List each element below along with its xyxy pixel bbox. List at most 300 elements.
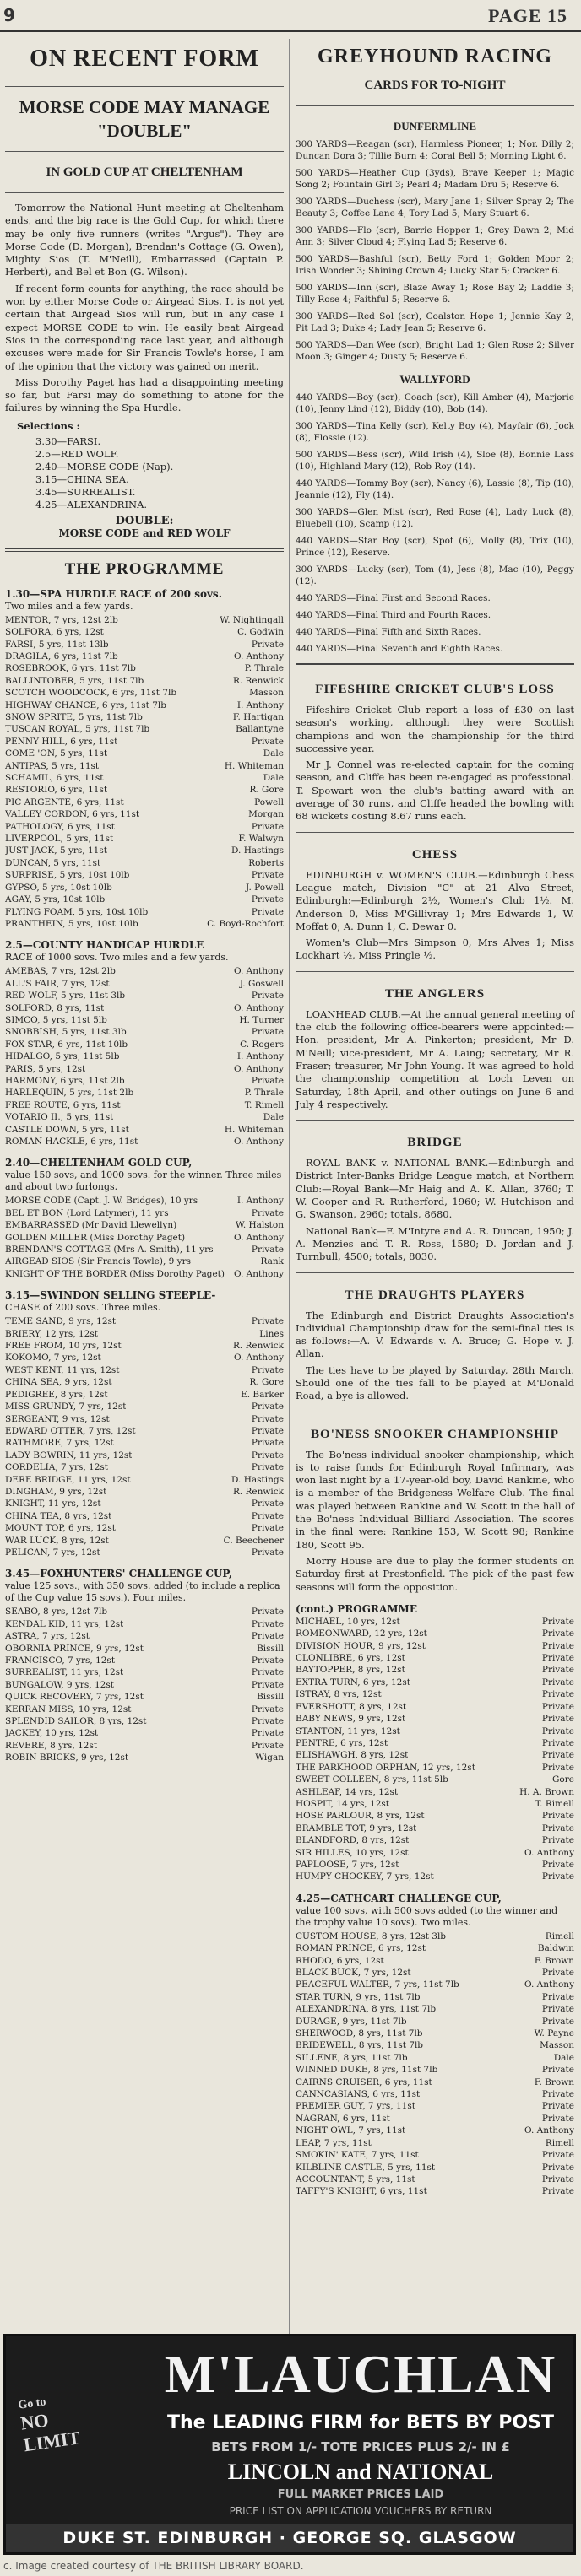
selection-item: 3.30—FARSI.	[35, 435, 101, 447]
runner-horse: CHINA TEA, 8 yrs, 12st	[5, 1510, 112, 1521]
runner-horse: SURREALIST, 11 yrs, 12st	[5, 1667, 124, 1678]
runner-horse: KNIGHT OF THE BORDER (Miss Dorothy Paget)	[5, 1268, 225, 1279]
greyhound-race-line: 500 YARDS—Heather Cup (3yds), Brave Keeper 1; Magic Song 2; Fountain Girl 3; Pearl 4; Madam Dru 5; Reserve 6.	[296, 168, 574, 190]
runner-trainer: Private	[541, 1737, 574, 1748]
runner-row	[296, 1701, 574, 1713]
runner-row	[5, 1606, 284, 1617]
runner-trainer: Private	[541, 1640, 574, 1651]
snooker-headline: BO'NESS SNOOKER CHAMPIONSHIP	[311, 1427, 559, 1441]
runner-row	[5, 1752, 284, 1763]
runner-row	[5, 1256, 284, 1267]
runner-row	[296, 1834, 574, 1846]
runner-row	[5, 626, 284, 638]
runner-row	[5, 1437, 284, 1449]
divider	[5, 86, 284, 87]
runner-trainer: F. Brown	[534, 1955, 574, 1966]
runner-trainer: O. Anthony	[233, 1232, 284, 1243]
runner-row	[296, 1688, 574, 1700]
runner-trainer: Private	[541, 1859, 574, 1870]
chess-paragraph: EDINBURGH v. WOMEN'S CLUB.—Edinburgh Chess League match, Division "C" at 21 Alva Street, Edinburgh:—Edinburgh 2½, Women's Club 1½. M. Anderson 0, Miss M'Gillivray 1; Mrs Edwards 1, W. Moffat 0; A. Dunn 1, C. Dewar 0.	[296, 868, 574, 932]
runner-horse: LADY BOWRIN, 11 yrs, 12st	[5, 1450, 133, 1461]
runner-row	[5, 1691, 284, 1703]
race-heading: 2.40—CHELTENHAM GOLD CUP,	[5, 1157, 193, 1169]
runner-trainer: Private	[251, 1075, 284, 1086]
runner-horse: TUSCAN ROYAL, 5 yrs, 11st 7lb	[5, 724, 150, 735]
runner-trainer: Private	[541, 1991, 574, 2002]
ad-tag-line: NO	[19, 2409, 50, 2434]
double-text: MORSE CODE and RED WOLF	[58, 527, 231, 539]
runner-row	[296, 2125, 574, 2136]
runner-horse: SCOTCH WOODCOCK, 6 yrs, 11st 7lb	[5, 688, 177, 699]
runner-row	[5, 1340, 284, 1352]
runner-trainer: Private	[251, 821, 284, 832]
runner-row	[5, 699, 284, 711]
runner-trainer: F. Brown	[534, 2076, 574, 2087]
runner-row	[5, 797, 284, 808]
runner-horse: EMBARRASSED (Mr David Llewellyn)	[5, 1220, 177, 1231]
runner-trainer: J. Goswell	[239, 978, 284, 989]
runner-trainer: W. Halston	[235, 1220, 284, 1231]
runner-horse: BLANDFORD, 8 yrs, 12st	[296, 1835, 410, 1846]
bridge-headline: BRIDGE	[407, 1136, 463, 1150]
runner-trainer: F. Hartigan	[232, 712, 284, 722]
runner-trainer: Private	[251, 1667, 284, 1678]
runner-trainer: Private	[251, 1413, 284, 1424]
ad-tag	[18, 2392, 82, 2457]
runner-row	[5, 845, 284, 856]
programme-title: THE PROGRAMME	[64, 559, 225, 578]
runner-trainer: Private	[251, 1716, 284, 1727]
runner-trainer: Private	[541, 1701, 574, 1712]
cricket-paragraph: Mr J. Connel was re-elected captain for the coming season, and Cliffe has been re-engaged as professional. T. Spowart won the club's batting award with an average of 30 runs, and Cliffe headed the bowling with 68 wickets costing 8.67 runs each.	[296, 759, 574, 823]
runner-trainer: O. Anthony	[233, 966, 284, 977]
runner-trainer: I. Anthony	[236, 699, 284, 710]
runner-horse: TAFFY'S KNIGHT, 6 yrs, 11st	[296, 2186, 427, 2197]
runner-trainer: Private	[541, 1811, 574, 1822]
runner-row	[5, 1740, 284, 1752]
runner-trainer: Private	[251, 1655, 284, 1666]
runner-row	[5, 1039, 284, 1050]
race-conditions: value 150 sovs, and 1000 sovs. for the winner. Three miles and about two furlongs.	[5, 1169, 282, 1193]
runner-trainer: Private	[541, 2174, 574, 2184]
runner-horse: KILBLINE CASTLE, 5 yrs, 11st	[296, 2162, 436, 2173]
runner-row	[5, 918, 284, 930]
runner-horse: SNOBBISH, 5 yrs, 11st 3lb	[5, 1027, 127, 1038]
runner-row	[296, 1979, 574, 1990]
runner-horse: SILLENE, 8 yrs, 11st 7lb	[296, 2052, 408, 2063]
divider	[5, 151, 284, 152]
runner-horse: PELICAN, 7 yrs, 12st	[5, 1547, 100, 1558]
runner-trainer: Private	[541, 2016, 574, 2027]
runner-horse: BRIERY, 12 yrs, 12st	[5, 1328, 98, 1339]
runner-horse: BALLINTOBER, 5 yrs, 11st 7lb	[5, 675, 144, 686]
runner-row	[296, 1652, 574, 1664]
runner-row	[5, 748, 284, 759]
runner-horse: SWEET COLLEEN, 8 yrs, 11st 5lb	[296, 1774, 448, 1785]
runner-row	[296, 2185, 574, 2197]
runner-trainer: W. Payne	[534, 2028, 574, 2039]
runner-trainer: R. Gore	[249, 785, 284, 796]
runner-row	[5, 1547, 284, 1558]
runner-row	[5, 639, 284, 651]
draughts-paragraph: The ties have to be played by Saturday, 28th March. Should one of the ties fall to be played at M'Donald Road, a bye is allowed.	[296, 1364, 574, 1402]
runner-row	[5, 1618, 284, 1630]
runner-trainer: Gore	[552, 1774, 574, 1785]
runner-row	[296, 1810, 574, 1822]
runner-horse: FLYING FOAM, 5 yrs, 10st 10lb	[5, 906, 149, 917]
runner-trainer: Private	[541, 1677, 574, 1688]
runner-row	[296, 1749, 574, 1761]
runner-horse: STANTON, 11 yrs, 12st	[296, 1725, 400, 1736]
runner-row	[5, 711, 284, 723]
runner-row	[5, 1498, 284, 1509]
runner-horse: PRANTHEIN, 5 yrs, 10st 10lb	[5, 918, 138, 929]
runner-row	[5, 1425, 284, 1437]
runner-trainer: Private	[541, 1725, 574, 1736]
runner-horse: MENTOR, 7 yrs, 12st 2lb	[5, 614, 118, 625]
runner-trainer: F. Walwyn	[238, 834, 284, 845]
ad-tag-line: Go to	[17, 2395, 47, 2412]
runner-horse: RESTORIO, 6 yrs, 11st	[5, 785, 108, 796]
runner-horse: SURPRISE, 5 yrs, 10st 10lb	[5, 870, 130, 881]
runner-horse: BRAMBLE TOT, 9 yrs, 12st	[296, 1823, 417, 1833]
runner-trainer: Private	[251, 1401, 284, 1412]
runner-trainer: Private	[541, 1968, 574, 1978]
runner-trainer: Rimell	[545, 1931, 574, 1941]
runner-trainer: O. Anthony	[524, 2125, 574, 2136]
runner-trainer: Private	[541, 2186, 574, 2197]
selection-item: 3.45—SURREALIST.	[35, 485, 136, 498]
image-credit: c. Image created courtesy of THE BRITISH LIBRARY BOARD.	[3, 2560, 304, 2572]
race-programme-continued	[296, 1602, 574, 2198]
runner-row	[5, 772, 284, 784]
runner-horse: REVERE, 8 yrs, 12st	[5, 1740, 98, 1751]
greyhound-race-line: 500 YARDS—Bess (scr), Wild Irish (4), Sloe (8), Bonnie Lass (10), Highland Mary (12), Rob Roy (14).	[296, 450, 574, 472]
anglers-paragraph: LOANHEAD CLUB.—At the annual general meeting of the club the following office-bearers were appointed:—Hon. president, Mr A. Pinkerton; president, Mr D. M'Neill; vice-president, Mr A. Laing; secretary, Mr R. Fraser; treasurer, Mr John Young. It was agreed to hold the championship competition at Loch Leven on Saturday, 18th April, and other outings on June 6 and July 4 respectively.	[296, 1007, 574, 1110]
snooker-paragraph: Morry House are due to play the former students on Saturday first at Prestonfield. The pick of the past few seasons will form the opposition.	[296, 1554, 574, 1593]
runner-row	[5, 723, 284, 735]
runner-trainer: Roberts	[248, 857, 284, 868]
runner-horse: ROMEONWARD, 12 yrs, 12st	[296, 1628, 427, 1639]
runner-row	[5, 1136, 284, 1148]
runner-row	[296, 1942, 574, 1954]
mclauchlan-advert	[3, 2334, 576, 2555]
greyhound-race-line: 440 YARDS—Final Seventh and Eighth Races.	[296, 644, 503, 654]
runner-row	[296, 1798, 574, 1810]
runner-trainer: Private	[541, 1665, 574, 1676]
runner-trainer: O. Anthony	[233, 1268, 284, 1279]
runner-row	[5, 1352, 284, 1364]
runner-horse: ASHLEAF, 14 yrs, 12st	[296, 1786, 399, 1797]
runner-trainer: H. Whiteman	[224, 760, 284, 771]
runner-trainer: R. Renwick	[232, 675, 284, 686]
runner-horse: DUNCAN, 5 yrs, 11st	[5, 857, 101, 868]
runner-horse: FREE FROM, 10 yrs, 12st	[5, 1341, 122, 1352]
runner-trainer: Private	[251, 991, 284, 1002]
runner-row	[5, 1364, 284, 1376]
runner-horse: ROBIN BRICKS, 9 yrs, 12st	[5, 1752, 129, 1763]
runner-horse: PATHOLOGY, 6 yrs, 11st	[5, 821, 115, 832]
runner-row	[5, 1727, 284, 1739]
race-conditions: value 125 sovs., with 350 sovs. added (to include a replica of the Cup value 15 sovs.). Four miles.	[5, 1580, 280, 1604]
runner-row	[5, 1099, 284, 1111]
runner-row	[296, 1847, 574, 1859]
runner-row	[5, 662, 284, 674]
runner-horse: HARMONY, 6 yrs, 11st 2lb	[5, 1075, 125, 1086]
headline-greyhound: GREYHOUND RACING	[317, 46, 552, 68]
ad-pricelist: PRICE LIST ON APPLICATION VOUCHERS BY RETURN	[229, 2505, 492, 2517]
runner-row	[296, 1737, 574, 1749]
runner-row	[296, 1991, 574, 2003]
draughts-headline: THE DRAUGHTS PLAYERS	[345, 1288, 525, 1302]
runner-horse: RHODO, 6 yrs, 12st	[296, 1955, 384, 1966]
race-conditions: Two miles and a few yards.	[5, 600, 133, 612]
runner-trainer: Dale	[553, 2052, 574, 2063]
greyhound-race-line: 440 YARDS—Final Fifth and Sixth Races.	[296, 627, 481, 637]
runner-row	[5, 1510, 284, 1522]
runner-trainer: Private	[541, 2065, 574, 2076]
runner-trainer: Private	[251, 870, 284, 881]
runner-trainer: O. Anthony	[524, 1847, 574, 1858]
divider	[296, 663, 574, 667]
runner-horse: SHERWOOD, 8 yrs, 11st 7lb	[296, 2028, 423, 2039]
runner-horse: ACCOUNTANT, 5 yrs, 11st	[296, 2174, 415, 2184]
runner-horse: AGAY, 5 yrs, 10st 10lb	[5, 894, 106, 905]
selection-item: 2.5—RED WOLF.	[35, 447, 119, 460]
runner-horse: QUICK RECOVERY, 7 yrs, 12st	[5, 1692, 144, 1703]
runner-trainer: T. Rimell	[244, 1099, 284, 1110]
runner-horse: SIMCO, 5 yrs, 11st 5lb	[5, 1014, 107, 1025]
cricket-paragraph: Fifeshire Cricket Club report a loss of £30 on last season's working, although they were Scottish champions and won the championship for the third successive year.	[296, 704, 574, 754]
runner-horse: HIGHWAY CHANCE, 6 yrs, 11st 7lb	[5, 699, 166, 710]
runner-horse: RED WOLF, 5 yrs, 11st 3lb	[5, 991, 126, 1002]
runner-trainer: Private	[251, 1207, 284, 1218]
greyhound-race-line: 300 YARDS—Red Sol (scr), Coalston Hope 1; Jennie Kay 2; Pit Lad 3; Duke 4; Lady Jean 5; Reserve 6.	[296, 311, 574, 333]
runner-horse: CANNCASIANS, 6 yrs, 11st	[296, 2089, 421, 2100]
runner-horse: NAGRAN, 6 yrs, 11st	[296, 2113, 390, 2124]
runner-row	[5, 1535, 284, 1547]
runner-row	[296, 2149, 574, 2161]
runner-horse: ANTIPAS, 5 yrs, 11st	[5, 760, 100, 771]
runner-trainer: Private	[251, 1510, 284, 1521]
runner-horse: PENNY HILL, 6 yrs, 11st	[5, 736, 118, 747]
greyhound-race-line: 440 YARDS—Boy (scr), Coach (scr), Kill Amber (4), Marjorie (10), Jenny Lind (12), Biddy (10), Bob (14).	[296, 392, 574, 414]
runner-row	[296, 2064, 574, 2076]
runner-trainer: Private	[541, 1835, 574, 1846]
runner-row	[5, 1486, 284, 1498]
divider	[5, 548, 284, 552]
runner-horse: RATHMORE, 7 yrs, 12st	[5, 1438, 114, 1449]
selection-item: 3.15—CHINA SEA.	[35, 473, 129, 485]
divider	[296, 971, 574, 972]
runner-horse: KENDAL KID, 11 yrs, 12st	[5, 1618, 124, 1629]
runner-horse: BRENDAN'S COTTAGE (Mrs A. Smith), 11 yrs	[5, 1245, 214, 1256]
runner-trainer: R. Renwick	[232, 1341, 284, 1352]
runner-trainer: Masson	[540, 2040, 574, 2051]
race-heading: 3.15—SWINDON SELLING STEEPLE-	[5, 1289, 216, 1302]
runner-horse: DURAGE, 9 yrs, 11st 7lb	[296, 2016, 407, 2027]
runner-row	[296, 1664, 574, 1676]
runner-horse: CORDELIA, 7 yrs, 12st	[5, 1462, 109, 1473]
runner-horse: LIVERPOOL, 5 yrs, 11st	[5, 834, 114, 845]
subhead-gold-cup: IN GOLD CUP AT CHELTENHAM	[46, 165, 243, 179]
runner-horse: CLONLIBRE, 6 yrs, 12st	[296, 1653, 405, 1664]
greyhound-race-line: 300 YARDS—Reagan (scr), Harmless Pioneer, 1; Nor. Dilly 2; Duncan Dora 3; Tillie Burn 4; Coral Bell 5; Morning Light 6.	[296, 139, 574, 161]
runner-horse: MOUNT TOP, 6 yrs, 12st	[5, 1523, 116, 1534]
runner-row	[296, 2137, 574, 2149]
runner-horse: FARSI, 5 yrs, 11st 13lb	[5, 639, 109, 650]
race-heading: 1.30—SPA HURDLE RACE of 200 sovs.	[5, 587, 222, 600]
runner-row	[296, 2016, 574, 2028]
ad-brand: M'LAUCHLAN	[164, 2344, 557, 2404]
runner-horse: WAR LUCK, 8 yrs, 12st	[5, 1535, 109, 1546]
article-paragraph: Miss Dorothy Paget has had a disappointing meeting so far, but Farsi may do something to atone for the failures by winning the Spa Hurdle.	[5, 375, 284, 414]
runner-row	[5, 894, 284, 905]
runner-row	[296, 2039, 574, 2051]
runner-row	[5, 1401, 284, 1412]
runner-horse: KOKOMO, 7 yrs, 12st	[5, 1353, 101, 1364]
runner-trainer: Private	[541, 2089, 574, 2100]
runner-horse: DRAGILA, 6 yrs, 11st 7lb	[5, 651, 118, 662]
runner-horse: MORSE CODE (Capt. J. W. Bridges), 10 yrs	[5, 1196, 198, 1207]
runner-row	[5, 784, 284, 796]
runner-row	[296, 2100, 574, 2112]
runner-horse: BUNGALOW, 9 yrs, 12st	[5, 1679, 114, 1690]
runner-horse: PIC ARGENTE, 6 yrs, 11st	[5, 797, 124, 807]
runner-horse: JACKEY, 10 yrs, 12st	[5, 1728, 99, 1739]
runner-horse: HUMPY CHOCKEY, 7 yrs, 12st	[296, 1871, 434, 1882]
runner-trainer: Private	[251, 1450, 284, 1461]
runner-trainer: Wigan	[255, 1752, 284, 1763]
runner-trainer: Private	[541, 2004, 574, 2015]
greyhound-race-line: 500 YARDS—Inn (scr), Blaze Away 1; Rose Bay 2; Laddie 3; Tilly Rose 4; Faithful 5; Reserve 6.	[296, 283, 574, 305]
runner-row	[5, 1207, 284, 1219]
runner-trainer: H. Turner	[239, 1014, 284, 1025]
runner-trainer: Private	[251, 1316, 284, 1327]
runner-row	[296, 2003, 574, 2015]
runner-row	[5, 1413, 284, 1425]
runner-trainer: Dale	[263, 1112, 284, 1123]
runner-row	[296, 1774, 574, 1785]
runner-row	[5, 1219, 284, 1231]
page-number: 9	[3, 5, 15, 25]
runner-trainer: R. Gore	[249, 1377, 284, 1388]
runner-trainer: C. Rogers	[240, 1039, 284, 1050]
chess-headline: CHESS	[411, 847, 459, 861]
runner-horse: ALL'S FAIR, 7 yrs, 12st	[5, 978, 110, 989]
runner-horse: FREE ROUTE, 6 yrs, 11st	[5, 1099, 121, 1110]
runner-horse: SPLENDID SAILOR, 8 yrs, 12st	[5, 1716, 147, 1727]
runner-horse: ELISHAWGH, 8 yrs, 12st	[296, 1750, 409, 1761]
runner-row	[5, 760, 284, 772]
runner-row	[296, 1786, 574, 1798]
race-conditions: CHASE of 200 sovs. Three miles.	[5, 1302, 161, 1314]
runner-horse: HARLEQUIN, 5 yrs, 11st 2lb	[5, 1088, 134, 1099]
runner-trainer: T. Rimell	[535, 1798, 574, 1809]
runner-row	[5, 675, 284, 687]
runner-trainer: Ballantyne	[236, 724, 284, 735]
runner-row	[296, 1823, 574, 1834]
bridge-paragraph: ROYAL BANK v. NATIONAL BANK.—Edinburgh and District Inter-Banks Bridge League match, at Northern Club:—Royal Bank—Mr Haig and A. K. Allan, 3760; T. W. Cooper and R. Rutherford, 1960; W. Hutchison and G. Swanson, 2960; totals, 8680.	[296, 1157, 574, 1221]
runner-trainer: Private	[251, 1740, 284, 1751]
greyhound-race-line: 300 YARDS—Flo (scr), Barrie Hopper 1; Grey Dawn 2; Mid Ann 3; Silver Cloud 4; Flying Lad 5; Reserve 6.	[296, 225, 574, 247]
runner-horse: GYPSO, 5 yrs, 10st 10lb	[5, 882, 112, 893]
runner-trainer: Private	[251, 639, 284, 650]
runner-trainer: Private	[251, 1499, 284, 1509]
runner-trainer: D. Hastings	[231, 1474, 284, 1485]
runner-horse: VOTARIO II., 5 yrs, 11st	[5, 1112, 114, 1123]
runner-trainer: H. Whiteman	[224, 1124, 284, 1135]
runner-trainer: Private	[251, 1679, 284, 1690]
race-programme	[5, 587, 284, 1764]
runner-row	[5, 1704, 284, 1715]
runner-row	[5, 1474, 284, 1486]
runner-horse: HOSPIT, 14 yrs, 12st	[296, 1798, 389, 1809]
runner-trainer: W. Nightingall	[220, 614, 284, 625]
runner-row	[296, 2162, 574, 2174]
runner-row	[5, 651, 284, 662]
runner-horse: SOLFORD, 8 yrs, 11st	[5, 1002, 105, 1013]
greyhound-race-line: 300 YARDS—Glen Mist (scr), Red Rose (4), Lady Luck (8), Bluebell (10), Scamp (12).	[296, 507, 574, 529]
runner-horse: BABY NEWS, 9 yrs, 12st	[296, 1714, 406, 1725]
runner-horse: WINNED DUKE, 8 yrs, 11st 7lb	[296, 2065, 438, 2076]
runner-row	[296, 1677, 574, 1688]
runner-horse: PARIS, 5 yrs, 12st	[5, 1063, 86, 1074]
runner-horse: MISS GRUNDY, 7 yrs, 12st	[5, 1401, 127, 1412]
runner-row	[5, 1087, 284, 1099]
runner-row	[5, 1450, 284, 1461]
runner-trainer: O. Anthony	[233, 1063, 284, 1074]
runner-trainer: Private	[251, 1438, 284, 1449]
runner-horse: ROMAN PRINCE, 6 yrs, 12st	[296, 1943, 426, 1954]
runner-trainer: Bissill	[257, 1692, 284, 1703]
runner-horse: AIRGEAD SIOS (Sir Francis Towle), 9 yrs	[5, 1256, 192, 1267]
divider	[296, 1120, 574, 1121]
runner-horse: DERE BRIDGE, 11 yrs, 12st	[5, 1474, 131, 1485]
runner-row	[296, 1967, 574, 1979]
runner-row	[5, 882, 284, 894]
runner-horse: JUST JACK, 5 yrs, 11st	[5, 845, 107, 856]
runner-horse: SMOKIN' KATE, 7 yrs, 11st	[296, 2150, 419, 2161]
greyhound-race-line: 440 YARDS—Tommy Boy (scr), Nancy (6), Lassie (8), Tip (10), Jeannie (12), Fly (14).	[296, 478, 574, 500]
runner-row	[296, 2052, 574, 2064]
runner-trainer: O. Anthony	[233, 651, 284, 662]
runner-row	[5, 1328, 284, 1340]
runner-horse: PEDIGREE, 8 yrs, 12st	[5, 1389, 108, 1400]
runner-horse: THE PARKHOOD ORPHAN, 12 yrs, 12st	[296, 1762, 475, 1773]
cricket-headline: FIFESHIRE CRICKET CLUB'S LOSS	[315, 683, 555, 696]
runner-row	[5, 1522, 284, 1534]
runner-trainer: Private	[251, 1704, 284, 1715]
runner-row	[296, 1713, 574, 1725]
runner-trainer: H. A. Brown	[519, 1786, 574, 1797]
runner-horse: OBORNIA PRINCE, 9 yrs, 12st	[5, 1643, 144, 1654]
venue-wallyford: WALLYFORD	[399, 373, 470, 386]
runner-horse: ASTRA, 7 yrs, 12st	[5, 1631, 90, 1642]
runner-row	[5, 857, 284, 869]
runner-horse: STAR TURN, 9 yrs, 11st 7lb	[296, 1991, 421, 2002]
selections-title: Selections :	[17, 419, 80, 432]
runner-trainer: Private	[541, 1689, 574, 1700]
runner-trainer: J. Powell	[246, 882, 284, 893]
runner-trainer: Private	[541, 1714, 574, 1725]
runner-horse: PENTRE, 6 yrs, 12st	[296, 1737, 388, 1748]
runner-row	[296, 1640, 574, 1652]
runner-row	[5, 906, 284, 918]
runner-horse: DINGHAM, 9 yrs, 12st	[5, 1486, 107, 1497]
runner-trainer: E. Barker	[241, 1389, 284, 1400]
runner-row	[5, 965, 284, 977]
